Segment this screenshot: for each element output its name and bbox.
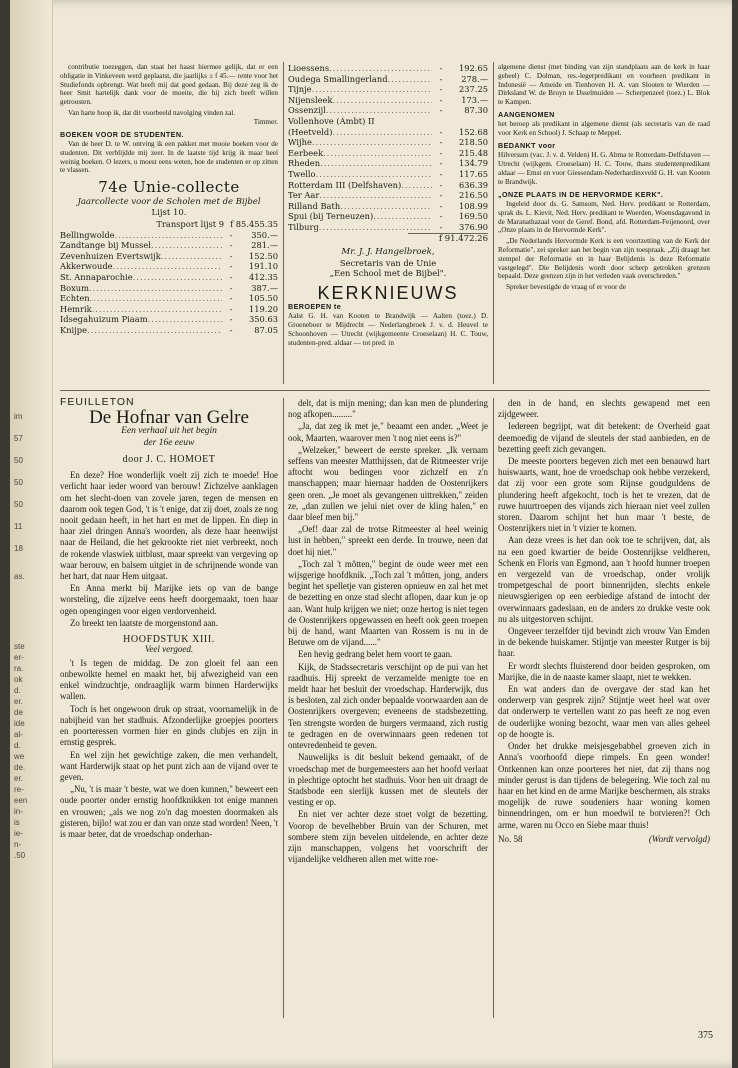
amount: 215.48 <box>458 147 488 158</box>
signer-name: Mr. J. J. Hangelbroek, <box>341 246 435 257</box>
transport-row <box>60 219 278 230</box>
story-subtitle-line1: Een verhaal uit het begin <box>121 425 217 436</box>
dash-separator: - <box>229 293 233 304</box>
place-name: St. Annaparochie <box>60 271 133 282</box>
feuilleton-column-2 <box>288 398 488 866</box>
margin-fragment: d. <box>14 741 21 750</box>
amount: 87.30 <box>464 105 488 116</box>
collecte-row <box>288 95 488 106</box>
place-name: Ossenzijl <box>288 105 326 116</box>
margin-fragment: 50 <box>14 500 23 509</box>
story-title: De Hofnar van Gelre <box>89 407 249 429</box>
story-paragraph: 't Is tegen de middag. De zon gloeit fel aan een onbewolkte hemel en maakt het, bij afwezigheid van een enkel windzuchtje, ondraaglijk warm binnen Harderwijks wallen. <box>60 657 278 702</box>
story-paragraph: De meeste poorters begeven zich met een benauwd hart huiswaarts, want, hoe de vroedschap ook hebbe verzekerd, dat zij voor een grote som Rijnse goudguldens de plundering heeft afgekocht, toch is het te vrezen, dat de ruwe huurtroepen des vijands zich hieraan niet veel zullen storen. Daarom schijnt het hun maar 't beste, de Oostenrijkers niet in 't vizier te komen. <box>498 456 710 534</box>
kerk-intro: algemene dienst (met binding van zijn standplaats aan de kerk in haar geheel) C. Dolman, res.-legerpredikant en voorheen predikant in Indonesië — Ameide en Tienhoven H. A. van Slooten te Wierden — Dirksland W. de Bruyn te IJsselmuiden — Scherpenzeel (toez.) L. Blok te Kampen. <box>498 63 710 107</box>
collecte-row <box>288 169 488 180</box>
place-name: Vollenhove (Ambt) II <box>288 115 375 126</box>
dash-separator: - <box>439 168 443 179</box>
dash-separator: - <box>439 94 443 105</box>
amount: 117.65 <box>458 168 488 179</box>
dash-separator: - <box>439 221 443 232</box>
dash-separator: - <box>229 261 233 272</box>
margin-fragment: im <box>14 412 23 421</box>
margin-fragment: ie- <box>14 829 23 838</box>
installment-number: No. 58 <box>498 833 523 844</box>
margin-fragment: 57 <box>14 434 23 443</box>
collecte-rows-middle <box>288 63 488 233</box>
onze-paragraph: „De Nederlands Hervormde Kerk is een voortzetting van de Kerk der Reformatie", zei spreker aan het begin van zijn toespraak. „Zij draagt het stempel der Reformatie en in haar Belijdenis is deze Reformatie vastgelegd". Die Belijdenis wordt door scherp getrokken grenzen bepaald. Deze grenzen zijn in het verleden vaak overschreden." <box>498 237 710 281</box>
story-author: door J. C. HOMOET <box>122 453 216 465</box>
dash-separator: - <box>439 211 443 222</box>
story-paragraph: En Anna merkt bij Marijke iets op van de bange worsteling, die zijzelve eens heeft doorgemaakt, toen haar ogen opengingen voor eigen verdorvenheid. <box>60 583 278 616</box>
story-paragraph: Er wordt slechts fluisterend door beiden gesproken, om Marijke, die in de naaste kamer slaapt, niet te wekken. <box>498 660 710 682</box>
dot-leader <box>312 137 432 148</box>
place-name: Tilburg <box>288 221 319 232</box>
margin-fragment: er. <box>14 774 23 783</box>
margin-fragment: in- <box>14 807 23 816</box>
amount: 237.25 <box>458 84 488 95</box>
amount: 376.90 <box>458 221 488 232</box>
collecte-row <box>288 105 488 116</box>
place-name: Rilland Bath <box>288 200 341 211</box>
amount: 152.50 <box>248 250 278 261</box>
installment-footer <box>498 835 710 844</box>
collecte-row <box>288 211 488 222</box>
margin-fragment: n- <box>14 840 22 849</box>
books-text: Van de heer D. te W. ontving ik een pakket met mooie boeken voor de studenten. Dit verblijdde mij zeer. In de laatste tijd krijg ik maar heel weinig boeken. O lezers, u moest eens weten, hoe de studenten er op zitten te vlassen. <box>60 139 278 175</box>
margin-fragment: 18 <box>14 544 23 553</box>
continued-note: (Wordt vervolgd) <box>648 833 710 844</box>
story-text-part2 <box>60 658 278 840</box>
margin-fragment: een <box>14 796 28 805</box>
place-name: Idsegahuizum Piaam <box>60 314 148 325</box>
fund-closing <box>60 109 278 118</box>
collecte-row <box>60 261 278 272</box>
amount: 87.05 <box>254 324 278 335</box>
story-subtitle-line2: der 16e eeuw <box>143 437 195 448</box>
amount: 350.— <box>251 229 278 240</box>
dash-separator: - <box>229 282 233 293</box>
onze-paragraph: Spreker bevestigde de vraag of er voor de <box>506 283 626 292</box>
place-name: Oudega Smallingerland <box>288 73 388 84</box>
dot-leader <box>148 314 222 325</box>
dot-leader <box>113 261 222 272</box>
margin-fragment: ok <box>14 675 23 684</box>
left-margin-fragments <box>14 400 44 1000</box>
margin-fragment: ide <box>14 719 25 728</box>
dash-separator: - <box>439 63 443 73</box>
collecte-row <box>60 304 278 315</box>
amount: 636.39 <box>458 179 488 190</box>
kerknieuws-title: KERKNIEUWS <box>317 282 459 303</box>
place-name: Spui (bij Terneuzen) <box>288 211 374 222</box>
collecte-row <box>288 116 488 127</box>
amount: 192.65 <box>458 63 488 73</box>
story-paragraph: „Nu, 't is maar 't beste, wat we doen kunnen," beweert een oude poorter onder ernstig hoofdknikken tot enige mannen en vrouwen; „als we nog zo'n dag moesten doormaken als gisteren, bijlo! wat zou er dan van onze stad worden! Neen, 't is maar beter, dat de vroedschap onderhan- <box>60 784 278 839</box>
collecte-rows-left <box>60 230 278 336</box>
dot-leader <box>87 325 222 336</box>
story-paragraph: Zo breekt ten laatste de morgenstond aan. <box>70 617 218 628</box>
story-text-column3 <box>498 398 710 831</box>
story-paragraph: „Toch zal 't môtten," begint de oude weer met een wijsgerige hoofdknik. „Toch zal 't môtten, jong, anders begint het spelletje van gisteren opnieuw en zal het met de bezetting en onze stad slecht aflopen, daar kun je op aan. Want hulp krijgen we niet; onze hertog is niet tegen de Oostenrijkers opgewassen en heeft ook geen troepen bij de hand, want Maarten van Rossem is nu in de Betuwe om de vijand......" <box>288 558 488 648</box>
signer-org: „Een School met de Bijbel". <box>329 268 447 278</box>
dot-leader <box>316 169 432 180</box>
collecte-row <box>288 137 488 148</box>
section-rule <box>60 390 710 391</box>
column-divider <box>283 398 284 1018</box>
amount: 218.50 <box>458 137 488 148</box>
story-paragraph: En wat anders dan de overgave der stad kan het onderwerp van gesprek zijn? Stijntje weet heel wat over dat onderwerp te vertellen want zo pas heeft ze nog even de ouderlijke woning bezocht, waar men van alles geheel op de hoogte is. <box>498 684 710 739</box>
dot-leader <box>319 190 432 201</box>
top-left-column <box>60 63 278 336</box>
dot-leader <box>323 148 432 159</box>
place-name: Boxum <box>60 282 89 293</box>
fund-signature: Timmer. <box>253 117 278 126</box>
onze-plaats-heading: „ONZE PLAATS IN DE HERVORMDE KERK". <box>498 189 664 199</box>
place-name: Nijensleek <box>288 94 333 105</box>
margin-fragment: ra. <box>14 664 24 673</box>
collecte-total: f 91.472.26 <box>408 233 488 245</box>
story-paragraph: Aan deze vrees is het dan ook toe te schrijven, dat, als na een goed kwartier de beide Oostenrijkse veldheren, Schenk en Floris van Egmond, aan 't hoofd hunner troepen en vergezeld van de vroedschap, onder vrolijk trompetgeschal de poort binnenrijden, slechts enkele nieuwsgierigen op een eerbiedige afstand de intocht der overwinnaars gadeslaan, en de anders zo drukke veste ook nu als uitgestorven schijnt. <box>498 535 710 624</box>
story-paragraph: „Welzeker," beweert de eerste spreker. „Ik vernam seffens van meester Matthijssen, dat de Ritmeester vrije aftocht wou bedingen voor zichzelf en z'n manschappen; maar hiernaar hadden de Oostenrijkers geen oren. „Je moet als gevangenen uittrekken," zeiden ze, „dan zullen we jelui niet over de kling halen," en daar bleef men bij." <box>288 444 488 523</box>
story-paragraph: Nauwelijks is dit besluit bekend gemaakt, of de vroedschap met de burgemeesters aan het hoofd verlaat in plechtige optocht het stadhuis. Voor hen uit draagt de Stadsbode een sierlijk kussen met de sleutels der vesting er op. <box>288 752 488 808</box>
dot-leader <box>115 230 222 241</box>
dash-separator: - <box>229 229 233 240</box>
signer-role: Secretaris van de Unie <box>339 257 437 268</box>
story-paragraph: En deze? Hoe wonderlijk voelt zij zich te moede! Hoe verlicht haar ieder woord van berouw! Zichzelve aanklagen om het slecht-doen van zovele jaren, tegen de mensen en daarom ook tegen God, 't is 't enige, dat zij doet, zoals ze nog nooit gedaan heeft, in het hart en met de lippen. En diep in haar ziel dringen Anna's woorden, als deze haar heenwijst naar de Heiland, die het gekrookte riet niet verbreekt, noch de rokende vlaswiek uitblust, maar spreekt van vergeving op waar berouw, en balsem uitgiet in de schrijnende wonde van het hart, dat naar Hem uitgaat. <box>60 470 278 582</box>
dash-separator: - <box>439 147 443 158</box>
collecte-subtitle: Jaarcollecte voor de Scholen met de Bijbel <box>77 196 261 207</box>
collecte-row <box>288 180 488 191</box>
margin-fragment: al- <box>14 730 23 739</box>
collecte-row <box>288 148 488 159</box>
aangenomen-heading: AANGENOMEN <box>498 109 555 119</box>
margin-fragment: d. <box>14 686 21 695</box>
dot-leader <box>319 222 432 233</box>
dot-leader <box>333 95 433 106</box>
place-name: Zandtange bij Mussel <box>60 240 151 251</box>
amount: 412.35 <box>248 271 278 282</box>
collecte-title: 74e Unie-collecte <box>98 178 240 197</box>
newspaper-page <box>10 0 732 1068</box>
top-middle-column <box>288 63 488 348</box>
collecte-row <box>60 251 278 262</box>
amount: 105.50 <box>248 293 278 304</box>
story-paragraph: den in de hand, en slechts gewapend met een zijdgeweer. <box>498 398 710 420</box>
transport-label: Transport lijst 9 <box>156 218 225 229</box>
place-name: Wijhe <box>288 137 312 148</box>
dot-leader <box>340 201 432 212</box>
margin-fragment: de. <box>14 763 26 772</box>
bedankt-heading: BEDANKT voor <box>498 140 556 150</box>
beroepen-heading: BEROEPEN te <box>288 301 342 311</box>
dot-leader <box>326 105 432 116</box>
place-name: Akkerwoude <box>60 261 113 272</box>
dot-leader <box>133 272 222 283</box>
story-paragraph: Een hevig gedrang belet hem voort te gaan. <box>298 649 453 660</box>
margin-fragment: er- <box>14 653 24 662</box>
amount: 119.20 <box>248 303 278 314</box>
margin-fragment: as. <box>14 572 25 581</box>
collecte-row <box>60 293 278 304</box>
amount <box>450 116 488 127</box>
margin-fragment: 11 <box>14 522 23 531</box>
collecte-row <box>60 314 278 325</box>
collecte-row <box>288 74 488 85</box>
collecte-row <box>288 158 488 169</box>
dot-leader <box>312 84 432 95</box>
place-name: Bellingwolde <box>60 229 115 240</box>
dot-leader <box>90 293 222 304</box>
dot-leader <box>320 158 432 169</box>
dash-separator: - <box>229 303 233 314</box>
fund-closing-text: Van harte hoop ik, dat dit voorbeeld navolging vinden zal. <box>68 108 236 117</box>
story-text-part1 <box>60 470 278 629</box>
story-paragraph: Iedereen begrijpt, wat dit betekent: de Overheid gaat deemoedig de vijand de sleutels der stad aanbieden, en de bezetting geeft zich gevangen. <box>498 421 710 454</box>
page-number: 375 <box>698 1030 713 1041</box>
collecte-row <box>288 190 488 201</box>
onze-paragraph: Ingeleid door ds. G. Samsom, Ned. Herv. predikant te Rotterdam, sprak ds. L. Kievit, Ned. Herv. predikant te Woerden, Woensdagavond in de Maranathazaal voor de Geref. Bond, afd. Rotterdam-Feijenoord, over „Onze plaats in de Hervormde Kerk". <box>498 199 710 235</box>
place-name: Echten <box>60 293 90 304</box>
collecte-row <box>288 201 488 212</box>
margin-fragment: er. <box>14 697 23 706</box>
dot-leader <box>151 240 222 251</box>
story-paragraph: delt, dat is mijn mening; dan kan men de plundering nog afkopen........." <box>288 398 488 420</box>
dash-separator: - <box>439 200 443 211</box>
dot-leader <box>329 63 432 74</box>
place-name: Zevenhuizen Evertswijk <box>60 250 161 261</box>
student-fund-text <box>60 63 278 107</box>
story-paragraph: En wel zijn het gewichtige zaken, die men verhandelt, want Harderwijk staat op het punt zich aan de vijand over te geven. <box>60 749 278 782</box>
amount: 169.50 <box>458 211 488 222</box>
story-paragraph: „Oef! daar zal de trotse Ritmeester al heel weinig lust in hebben," spreekt een derde. In trouwe, neen dat doet hij niet." <box>288 524 488 557</box>
column-divider <box>493 398 494 1018</box>
feuilleton-label: FEUILLETON <box>60 396 135 408</box>
amount: 387.— <box>251 282 278 293</box>
amount: 152.68 <box>458 126 488 137</box>
margin-fragment: 50 <box>14 456 23 465</box>
list-label: Lijst 10. <box>151 207 187 218</box>
books-heading: BOEKEN VOOR DE STUDENTEN. <box>60 129 184 139</box>
place-name: Ter Aar <box>288 190 320 201</box>
place-name: Knijpe <box>60 324 87 335</box>
place-name: Tijnje <box>288 84 312 95</box>
story-paragraph: Kijk, de Stadssecretaris verschijnt op de pui van het raadhuis. Hij spreekt de verzamelde menigte toe en meldt haar het besluit der vroedschap. Harderwijk, dus is besloten, zal zich onder bepaalde voorwaarden aan de Oostenrijkers overgeven; eveneens de stadsbezetting. Ten strengste worden de burgers vermaand, zich rustig te gedragen en de overwinnaars geen redenen tot ontevredenheid te geven. <box>288 661 488 751</box>
dash-separator: - <box>229 250 233 261</box>
dash-separator: - <box>439 190 443 201</box>
dash-separator: - <box>439 105 443 116</box>
place-name: Rotterdam III (Delfshaven) <box>288 179 402 190</box>
collecte-row <box>60 230 278 241</box>
column-divider <box>493 62 494 384</box>
fund-paragraph: contributie toezeggen, dan staat het haast hiermee gelijk, dat er een obligatie in Vinkeveen werd geplaatst, die jaarlijks ± f 45.— rente voor het Studiefonds opbrengt. Wat heeft mij dat goed gedaan. Bij deze zeg ik de heer Smit hartelijk dank voor de moeite, die hij zich heeft willen getroosten. <box>60 63 278 107</box>
collecte-row <box>288 222 488 233</box>
feuilleton-column-3 <box>498 398 710 844</box>
collecte-row <box>60 325 278 336</box>
margin-fragment: .50 <box>14 851 26 860</box>
amount: 173.— <box>461 94 488 105</box>
collecte-row <box>60 272 278 283</box>
story-paragraph: Toch is het ongewoon druk op straat, voornamelijk in de nabijheid van het stadhuis. Afzonderlijke groepjes poorters en poorteressen vormen hier en ginds clubjes en zijn in ernstig gesprek. <box>60 703 278 748</box>
place-name: Twello <box>288 168 316 179</box>
dash-separator: - <box>229 324 233 335</box>
chapter-title: HOOFDSTUK XIII. <box>123 634 215 646</box>
dash-separator: - <box>439 73 443 84</box>
margin-fragment: re- <box>14 785 24 794</box>
story-paragraph: En niet ver achter deze stoet volgt de bezetting. Voorop de bevelhebber Bruin van der Schuren, met sombere stem zijn bevelen uitdelende, en achter deze zijn manschappen, volgens het voorschrift der vijandelijke veldheren allen met witte roe- <box>288 809 488 865</box>
amount: 108.99 <box>458 200 488 211</box>
margin-fragment: de <box>14 708 23 717</box>
amount: 350.63 <box>248 314 278 325</box>
margin-fragment: we <box>14 752 25 761</box>
beroepen-text: Aalst G. H. van Kooten te Brandwijk — Aalten (toez.) D. Groeneboer te Mijdrecht — Nederlangbroek J. v. d. Heuvel te Schoonhoven — Utrecht (wijkgemeente Croeselaan) H. C. Touw, studenten-pred. aldaar — tot pred. in <box>288 312 488 347</box>
place-name: Rheden <box>288 158 321 169</box>
amount: 278.— <box>461 73 488 84</box>
amount: 134.79 <box>458 158 488 169</box>
onze-plaats-text <box>498 200 710 292</box>
dash-separator: - <box>439 179 443 190</box>
dash-separator: - <box>229 271 233 282</box>
dash-separator: - <box>439 158 443 169</box>
collecte-row <box>288 63 488 74</box>
feuilleton-column-1 <box>60 398 278 841</box>
story-paragraph: „Ja, dat zeg ik met je," beaamt een ander. „Weet je ook, Maarten, waarover men 't nog niet eens is?" <box>288 421 488 443</box>
place-name: Hemrik <box>60 303 92 314</box>
place-name: (Heetveld) <box>288 126 333 137</box>
dash-separator: - <box>229 240 233 251</box>
amount: 191.10 <box>248 261 278 272</box>
dash-separator: - <box>439 137 443 148</box>
dot-leader <box>388 74 432 85</box>
top-right-column <box>498 63 710 294</box>
dot-leader <box>332 127 432 138</box>
chapter-subtitle: Veel vergoed. <box>144 644 194 655</box>
dot-leader <box>161 251 222 262</box>
place-name: Lioessens <box>288 63 330 73</box>
story-text-column2 <box>288 398 488 865</box>
aangenomen-text: het beroep als predikant in algemene dienst (als secretaris van de raad voor Kerk en School) J. Schaap te Meppel. <box>498 120 710 138</box>
collecte-row <box>60 283 278 294</box>
margin-fragment: ste <box>14 642 25 651</box>
dot-leader <box>92 304 222 315</box>
collecte-row <box>288 127 488 138</box>
story-paragraph: Onder het drukke meisjesgebabbel groeven zich in Anna's voorhoofd diepe rimpels. En geen wonder! Ontkennen kan onze poorteres het niet, dat zij thans nog minder gerust is dan tijdens de belegering. Wie toch zal nu haar en het kind en de arme Marijke beschermen, als straks mogelijk de ruwe soudeniers haar woning komen binnendringen, om er hun moedwil te botvieren?! Och arme, waren nu Occo en Siebe maar thuis! <box>498 741 710 830</box>
dot-leader <box>89 283 222 294</box>
place-name: Eerbeek <box>288 147 324 158</box>
amount: 216.50 <box>458 190 488 201</box>
dash-separator <box>432 116 450 127</box>
dash-separator: - <box>229 314 233 325</box>
margin-fragment: is <box>14 818 20 827</box>
collecte-row <box>60 240 278 251</box>
amount: 281.— <box>251 240 278 251</box>
dot-leader <box>373 211 432 222</box>
dash-separator: - <box>439 84 443 95</box>
column-divider <box>283 62 284 384</box>
story-paragraph: Ongeveer terzelfder tijd bevindt zich vrouw Van Emden in de bekende huiskamer. Stijntje van meester Rutger is bij haar. <box>498 626 710 659</box>
dot-leader <box>401 180 432 191</box>
bedankt-text: Hilversum (vac. J. v. d. Velden) H. G. Abma te Rotterdam-Delfshaven — Utrecht (wijkgem. Croeselaan) H. C. Touw, thans studentenpredikant aldaar — Emst en voor Giessendam-Nederhardinxveld G. H. van Kooten te Brandwijk. <box>498 151 710 186</box>
margin-fragment: 50 <box>14 478 23 487</box>
collecte-row <box>288 84 488 95</box>
transport-amount: f 85.455.35 <box>230 218 278 229</box>
dash-separator: - <box>439 126 443 137</box>
